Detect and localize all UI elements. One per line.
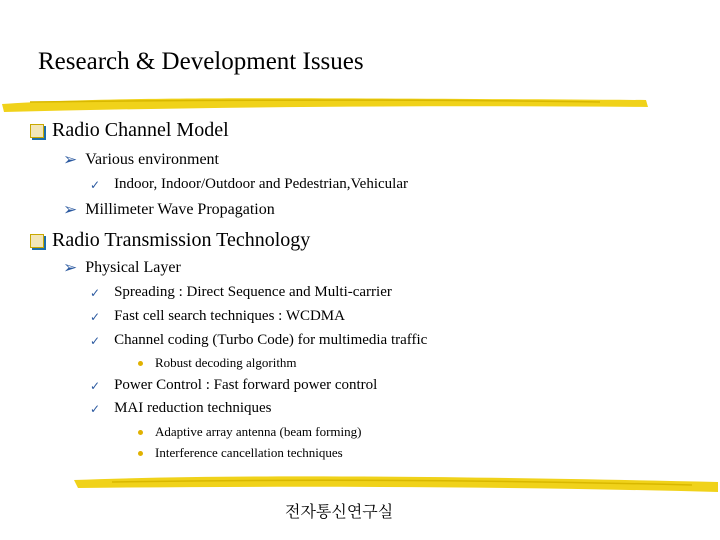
check-bullet-icon: ✓ xyxy=(90,333,101,348)
outline-item-9 xyxy=(90,332,427,349)
square-bullet-icon xyxy=(30,234,44,248)
outline-text: Power Control : Fast forward power control xyxy=(114,377,378,393)
outline-item-13 xyxy=(138,424,361,440)
square-bullet-icon xyxy=(30,124,44,138)
outline-text: Radio Transmission Technology xyxy=(52,229,311,251)
outline-item-8 xyxy=(90,308,345,325)
outline-text: Millimeter Wave Propagation xyxy=(85,201,275,218)
outline-text: Indoor, Indoor/Outdoor and Pedestrian,Vehicular xyxy=(114,176,408,192)
outline-text: Interference cancellation techniques xyxy=(155,445,343,460)
outline-text: Adaptive array antenna (beam forming) xyxy=(155,424,362,439)
outline-item-3 xyxy=(90,176,408,193)
outline-text: Physical Layer xyxy=(85,259,181,276)
dot-bullet-icon xyxy=(138,451,143,456)
outline-item-7 xyxy=(90,284,392,301)
title-underline-brush xyxy=(0,92,650,114)
footer-brush xyxy=(72,470,720,496)
dot-bullet-icon xyxy=(138,361,143,366)
check-bullet-icon: ✓ xyxy=(90,401,101,416)
footer-lab-name: 전자통신연구실 xyxy=(285,502,394,521)
outline-item-1 xyxy=(30,119,229,142)
check-bullet-icon: ✓ xyxy=(90,177,101,192)
outline-item-11 xyxy=(90,377,377,394)
outline-text: Various environment xyxy=(85,151,219,168)
outline-text: Robust decoding algorithm xyxy=(155,355,297,370)
outline-item-12 xyxy=(90,400,272,417)
check-bullet-icon: ✓ xyxy=(90,378,101,393)
outline-item-10 xyxy=(138,355,297,371)
slide-title: Research & Development Issues xyxy=(38,48,364,75)
outline-item-4 xyxy=(63,200,275,220)
outline-text: Fast cell search techniques : WCDMA xyxy=(114,308,345,324)
outline-item-6 xyxy=(63,258,181,278)
outline-text: MAI reduction techniques xyxy=(114,400,272,416)
outline-item-14 xyxy=(138,445,343,461)
arrow-bullet-icon: ➢ xyxy=(63,200,78,220)
arrow-bullet-icon: ➢ xyxy=(63,258,78,278)
outline-text: Spreading : Direct Sequence and Multi-carrier xyxy=(114,284,392,300)
arrow-bullet-icon: ➢ xyxy=(63,150,78,170)
outline-item-2 xyxy=(63,150,219,170)
check-bullet-icon: ✓ xyxy=(90,309,101,324)
outline-item-5 xyxy=(30,229,310,252)
outline-text: Radio Channel Model xyxy=(52,119,229,141)
outline-text: Channel coding (Turbo Code) for multimedia traffic xyxy=(114,332,428,348)
dot-bullet-icon xyxy=(138,430,143,435)
check-bullet-icon: ✓ xyxy=(90,285,101,300)
